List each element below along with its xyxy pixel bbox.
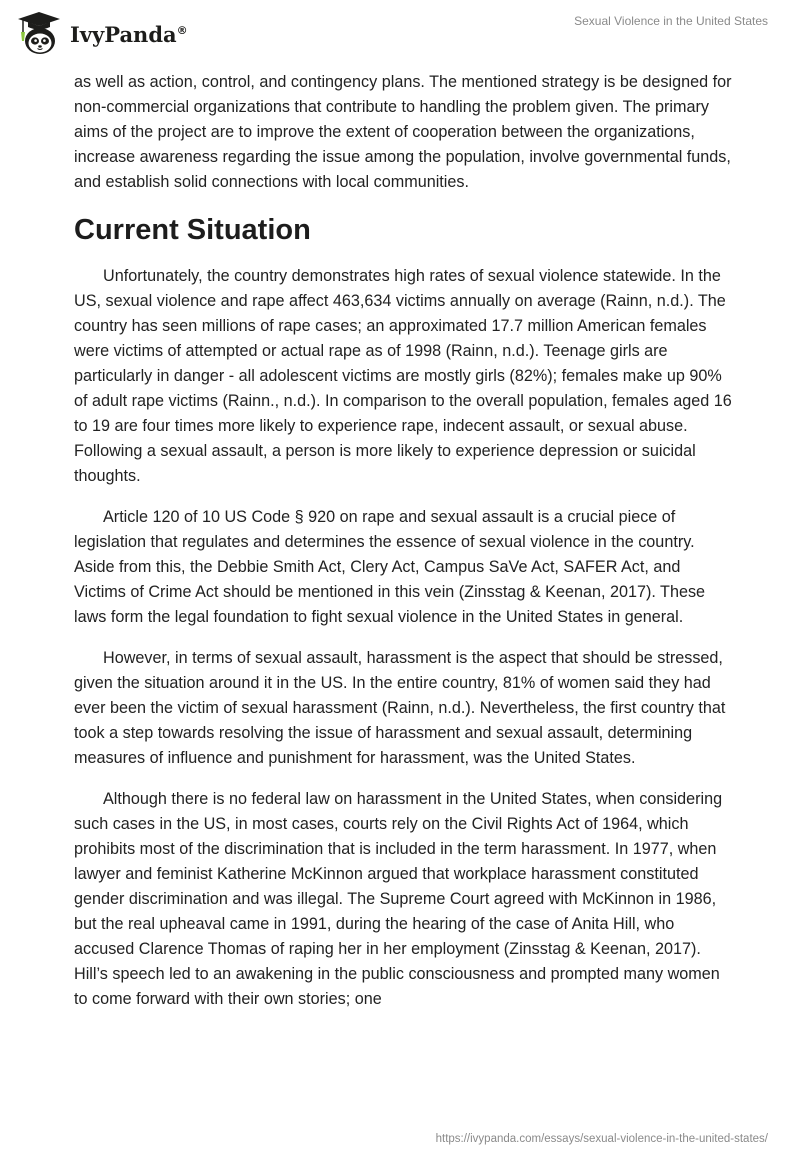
body-paragraph: However, in terms of sexual assault, harassment is the aspect that should be stressed, given the situation around it in the US. In the entire country, 81% of women said they had ever been the victim of sexual harassment (Rainn, n.d.). Nevertheless, the first country that took a step towards resolving the issue of harassment and sexual assault, determining measures of influence and punishment for harassment, was the United States. bbox=[74, 649, 726, 767]
body-paragraph: Although there is no federal law on harassment in the United States, when considering such cases in the US, in most cases, courts rely on the Civil Rights Act of 1964, which prohibits most of the discrimination that is included in the term harassment. In 1977, when lawyer and feminist Katherine McKinnon argued that workplace harassment constituted gender discrimination and was illegal. The Supreme Court agreed with McKinnon in 1986, but the real upheaval came in 1991, during the hearing of the case of Anita Hill, who accused Clarence Thomas of raping her in her employment (Zinsstag & Keenan, 2017). Hill’s speech led to an awakening in the public consciousness and prompted many women to come forward with their own stories; one bbox=[74, 790, 723, 1008]
document-title: Sexual Violence in the United States bbox=[574, 14, 768, 28]
essay-content bbox=[74, 70, 734, 1012]
brand-name: IvyPanda® bbox=[70, 21, 188, 47]
registered-mark: ® bbox=[176, 23, 188, 37]
body-paragraph: Article 120 of 10 US Code § 920 on rape and sexual assault is a crucial piece of legislation that regulates and determines the essence of sexual violence in the country. Aside from this, the Debbie Smith Act, Clery Act, Campus SaVe Act, SAFER Act, and Victims of Crime Act should be mentioned in this vein (Zinsstag & Keenan, 2017). These laws form the legal foundation to fight sexual violence in the United States in general. bbox=[74, 508, 706, 626]
body-paragraph: Unfortunately, the country demonstrates high rates of sexual violence statewide. In the US, sexual violence and rape affect 463,634 victims annually on average (Rainn, n.d.). The country has seen millions of rape cases; an approximated 17.7 million American females were victims of attempted or actual rape as of 1998 (Rainn, n.d.). Teenage girls are particularly in danger - all adolescent victims are mostly girls (82%); females make up 90% of adult rape victims (Rainn., n.d.). In comparison to the overall population, females aged 16 to 19 are four times more likely to experience rape, indecent assault, or sexual abuse. Following a sexual assault, a person is more likely to experience depression or suicidal thoughts. bbox=[74, 267, 732, 485]
brand-logo[interactable] bbox=[14, 8, 188, 58]
section-heading: Current Situation bbox=[74, 214, 311, 246]
panda-graduate-icon bbox=[14, 8, 64, 58]
intro-paragraph: as well as action, control, and contingency plans. The mentioned strategy is be designed for non-commercial organizations that contribute to handling the problem given. The primary aims of the project are to improve the extent of cooperation between the organizations, increase awareness regarding the issue among the population, involve governmental funds, and establish solid connections with local communities. bbox=[74, 73, 732, 191]
page-header bbox=[0, 0, 800, 64]
source-url[interactable]: https://ivypanda.com/essays/sexual-violence-in-the-united-states/ bbox=[435, 1133, 768, 1145]
